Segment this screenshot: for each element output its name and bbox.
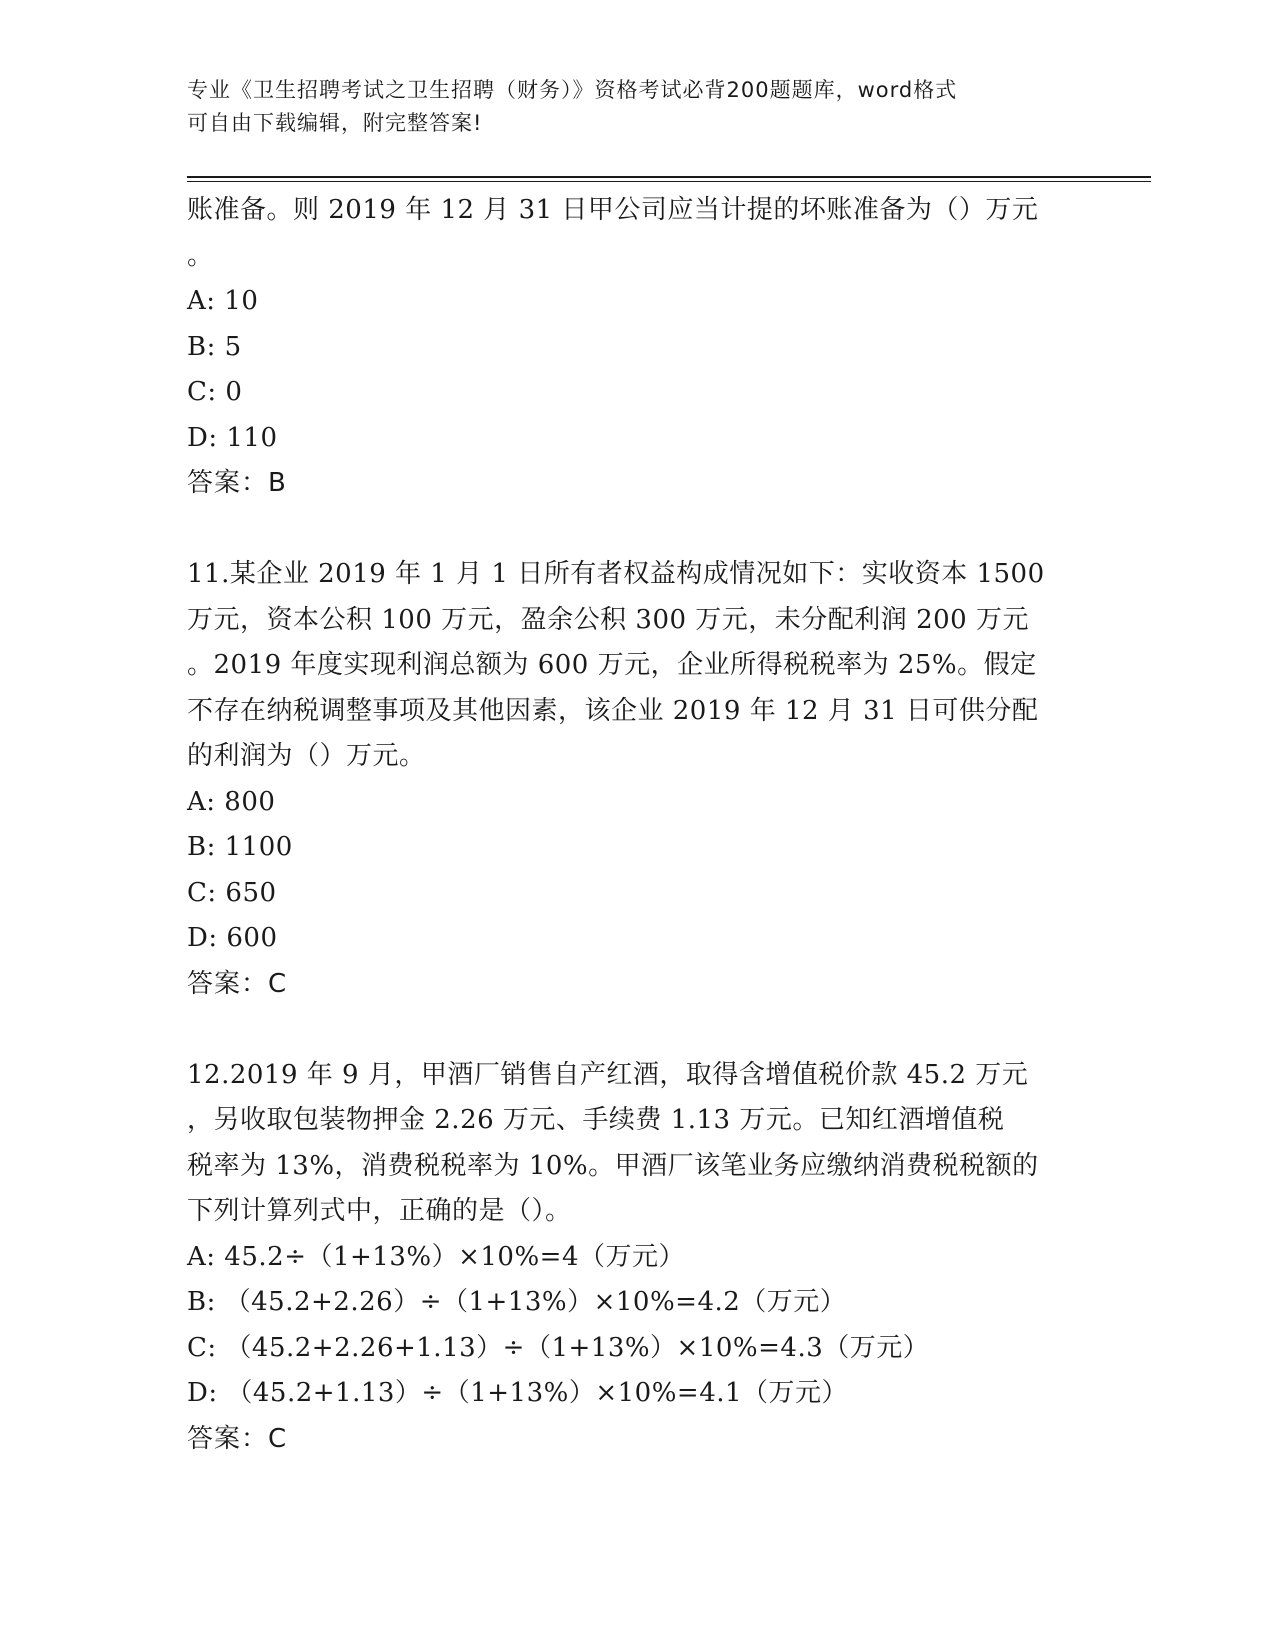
question-stem-line: 11.某企业 2019 年 1 月 1 日所有者权益构成情况如下：实收资本 1500: [187, 559, 1045, 589]
option-a: A: 800: [187, 786, 276, 817]
option-b: B: 1100: [187, 832, 293, 862]
option-d: D: （45.2+1.13）÷（1+13%）×10%=4.1（万元）: [187, 1378, 849, 1408]
question-stem-line: 的利润为（）万元。: [187, 741, 426, 771]
option-b: B: 5: [187, 331, 242, 362]
option-d: D: 110: [187, 422, 278, 453]
spacer: [187, 1007, 1087, 1053]
header-rule-thick: [187, 176, 1151, 178]
option-a: A: 10: [187, 286, 259, 316]
option-c: C: （45.2+2.26+1.13）÷（1+13%）×10%=4.3（万元）: [187, 1332, 930, 1363]
option-d: D: 600: [187, 923, 278, 953]
document-body: [187, 188, 1087, 1462]
question-stem-line: 。: [187, 240, 214, 271]
header-rule-thin: [187, 181, 1151, 182]
answer-line: 答案：B: [187, 468, 287, 498]
document-header: [187, 74, 1067, 140]
question-10: [187, 188, 1087, 507]
spacer: [187, 507, 1087, 553]
header-title-line-2: 可自由下载编辑，附完整答案!: [187, 111, 483, 135]
question-stem-line: 万元，资本公积 100 万元，盈余公积 300 万元，未分配利润 200 万元: [187, 604, 1029, 635]
header-title-line-1: 专业《卫生招聘考试之卫生招聘（财务）》资格考试必背200题题库，word格式: [187, 78, 958, 102]
option-c: C: 650: [187, 877, 277, 908]
question-stem-line: ，另收取包装物押金 2.26 万元、手续费 1.13 万元。已知红酒增值税: [187, 1105, 1005, 1135]
answer-line: 答案：C: [187, 968, 288, 999]
option-a: A: 45.2÷（1+13%）×10%=4（万元）: [187, 1241, 685, 1272]
question-stem-line: 。2019 年度实现利润总额为 600 万元，企业所得税税率为 25%。假定: [187, 650, 1037, 680]
answer-line: 答案：C: [187, 1423, 288, 1454]
option-b: B: （45.2+2.26）÷（1+13%）×10%=4.2（万元）: [187, 1287, 847, 1317]
question-stem-line: 账准备。则 2019 年 12 月 31 日甲公司应当计提的坏账准备为（）万元: [187, 195, 1039, 225]
question-stem-line: 12.2019 年 9 月，甲酒厂销售自产红酒，取得含增值税价款 45.2 万元: [187, 1059, 1029, 1090]
question-11: [187, 552, 1087, 1007]
question-12: [187, 1053, 1087, 1463]
question-stem-line: 不存在纳税调整事项及其他因素，该企业 2019 年 12 月 31 日可供分配: [187, 695, 1039, 726]
question-stem-line: 税率为 13%，消费税税率为 10%。甲酒厂该笔业务应缴纳消费税税额的: [187, 1150, 1039, 1181]
question-stem-line: 下列计算列式中，正确的是（）。: [187, 1196, 572, 1226]
option-c: C: 0: [187, 377, 243, 407]
